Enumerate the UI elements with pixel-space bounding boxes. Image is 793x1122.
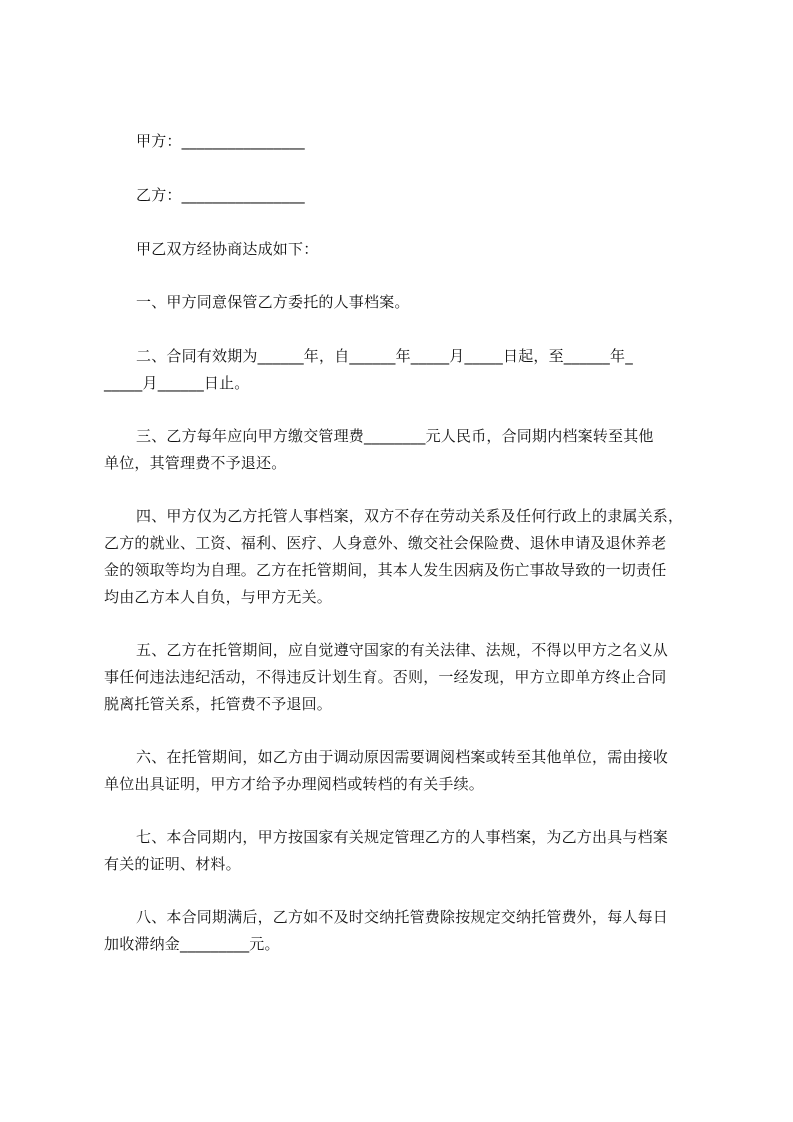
clause-4-line-3: 金的领取等均为自理。乙方在托管期间，其本人发生因病及伤亡事故导致的一切责任 (104, 561, 667, 579)
clause-6-line-1: 六、在托管期间，如乙方由于调动原因需要调阅档案或转至其他单位，需由接收 (136, 748, 669, 766)
clause-5-line-3: 脱离托管关系，托管费不予退回。 (104, 695, 333, 713)
clause-2-line-1: 二、合同有效期为______年，自______年_____月_____日起，至______年_ (136, 347, 633, 365)
party-b-line: 乙方：________________ (136, 186, 305, 204)
clause-3-line-2: 单位，其管理费不予退还。 (104, 454, 287, 472)
clause-5-line-1: 五、乙方在托管期间，应自觉遵守国家的有关法律、法规，不得以甲方之名义从 (136, 641, 669, 659)
clause-8-line-1: 八、本合同期满后，乙方如不及时交纳托管费除按规定交纳托管费外，每人每日 (136, 908, 669, 926)
party-a-line: 甲方：________________ (136, 132, 305, 150)
clause-7-line-2: 有关的证明、材料。 (104, 855, 241, 873)
clause-4-line-2: 乙方的就业、工资、福利、医疗、人身意外、缴交社会保险费、退休申请及退休养老 (104, 534, 667, 552)
intro-line: 甲乙双方经协商达成如下： (136, 240, 319, 258)
clause-4-line-1: 四、甲方仅为乙方托管人事档案，双方不存在劳动关系及任何行政上的隶属关系， (136, 507, 684, 525)
clause-5-line-2: 事任何违法违纪活动，不得违反计划生育。否则，一经发现，甲方立即单方终止合同 (104, 668, 667, 686)
clause-8-line-2: 加收滞纳金_________元。 (104, 935, 280, 953)
clause-7-line-1: 七、本合同期内，甲方按国家有关规定管理乙方的人事档案，为乙方出具与档案 (136, 828, 669, 846)
clause-4-line-4: 均由乙方本人自负，与甲方无关。 (104, 588, 333, 606)
clause-3-line-1: 三、乙方每年应向甲方缴交管理费________元人民币，合同期内档案转至其他 (136, 427, 654, 445)
clause-6-line-2: 单位出具证明，甲方才给予办理阅档或转档的有关手续。 (104, 775, 485, 793)
clause-1-line-1: 一、甲方同意保管乙方委托的人事档案。 (136, 293, 410, 311)
clause-2-line-2: _____月______日止。 (104, 374, 250, 392)
